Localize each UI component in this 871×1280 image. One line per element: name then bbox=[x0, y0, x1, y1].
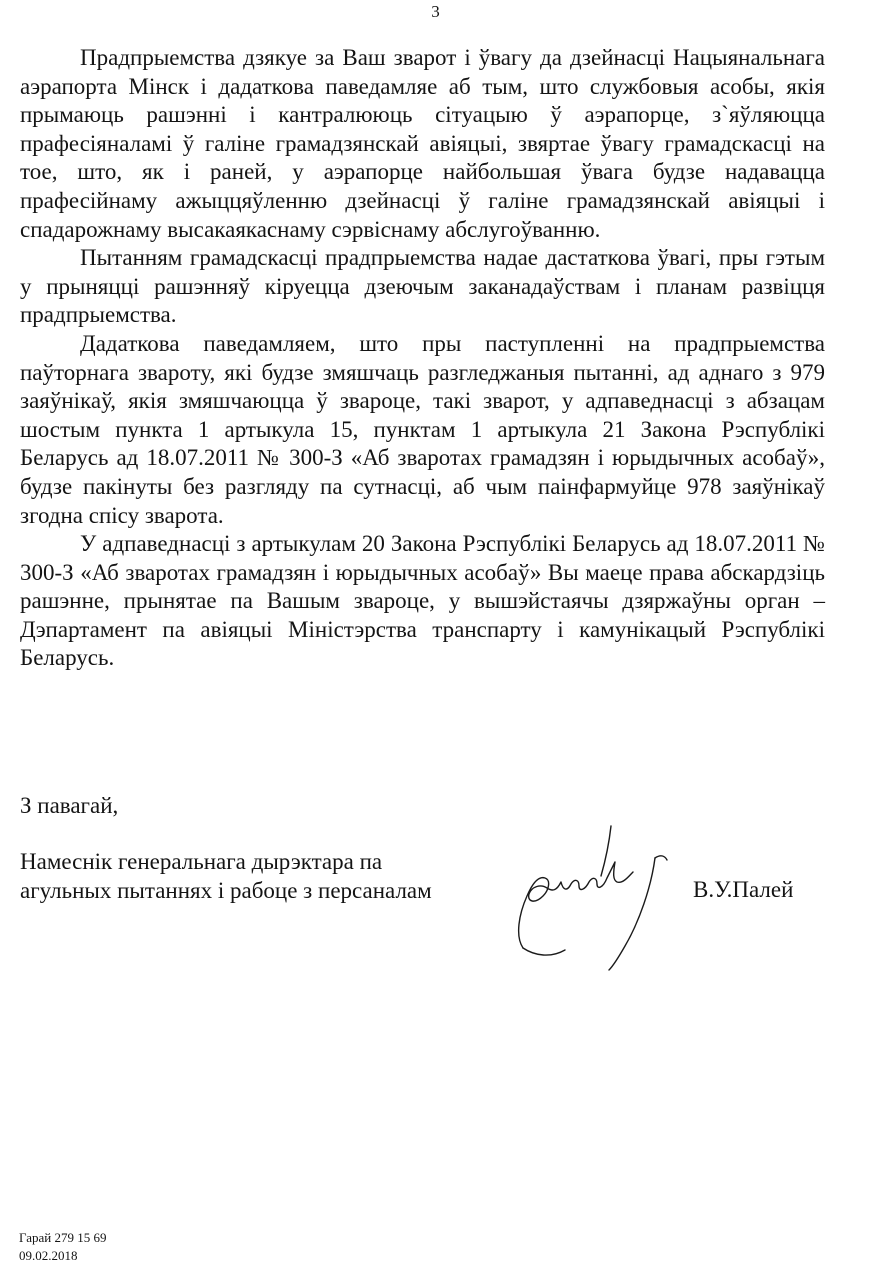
handwritten-signature bbox=[505, 818, 685, 978]
paragraph-public-attention: Пытанням грамадскасці прадпрыемства надае дастаткова ўвагі, пры гэтым у прыняцці рашэнняў кіруецца дзеючым заканадаўствам і планам развіцця прадпрыемства. bbox=[20, 245, 825, 328]
closing-salutation: З павагай, bbox=[20, 793, 119, 818]
signer-name: В.У.Палей bbox=[693, 877, 794, 902]
author-phone: Гарай 279 15 69 bbox=[19, 1230, 107, 1245]
signer-title-line-1: Намеснік генеральнага дырэктара па bbox=[20, 849, 383, 874]
paragraph-repeat-appeal: Дадаткова паведамляем, што пры паступленні на прадпрыемства паўторнага звароту, які будзе змяшчаць разгледжаныя пытанні, ад аднаго з 979 заяўнікаў, якія змяшчаюцца ў звароце, такі зварот, у адпаведнасці з абзацам шостым пункта 1 артыкула 15, пунктам 1 артыкула 21 Закона Рэспублікі Беларусь ад 18.07.2011 № 300-З «Аб зваротах грамадзян і юрыдычных асобаў», будзе пакінуты без разгляду па сутнасці, аб чым паінфармуйце 978 заяўнікаў згодна спісу зварота. bbox=[20, 330, 825, 528]
document-date: 09.02.2018 bbox=[19, 1248, 78, 1263]
paragraph-right-to-appeal: У адпаведнасці з артыкулам 20 Закона Рэспублікі Беларусь ад 18.07.2011 № 300-З «Аб зваротах грамадзян і юрыдычных асобаў» Вы маеце права абскардзіць рашэнне, прынятае па Вашым звароце, у вышэйстаячы дзяржаўны орган – Дэпартамент па авіяцыі Міністэрства транспарту і камунікацый Рэспублікі Беларусь. bbox=[20, 531, 825, 671]
signer-title bbox=[20, 848, 432, 905]
letter-body bbox=[20, 44, 825, 673]
document-footer bbox=[19, 1229, 106, 1265]
page-number: 3 bbox=[431, 2, 440, 21]
paragraph-gratitude: Прадпрыемства дзякуе за Ваш зварот і ўвагу да дзейнасці Нацыянальнага аэрапорта Мінск і дадаткова паведамляе аб тым, што службовыя асобы, якія прымаюць рашэнні і кантралююць сітуацыю ў аэрапорце, з`яўляюцца прафесіяналамі ў галіне грамадзянскай авіяцыі, звяртае ўвагу грамадскасці на тое, што, як і раней, у аэрапорце найбольшая ўвага будзе надавацца прафесійнаму ажыццяўленню дзейнасці ў галіне грамадзянскай авіяцыі і спадарожнаму высакаякаснаму сэрвіснаму абслугоўванню. bbox=[20, 45, 825, 242]
signer-title-line-2: агульных пытаннях і рабоце з персаналам bbox=[20, 877, 432, 903]
